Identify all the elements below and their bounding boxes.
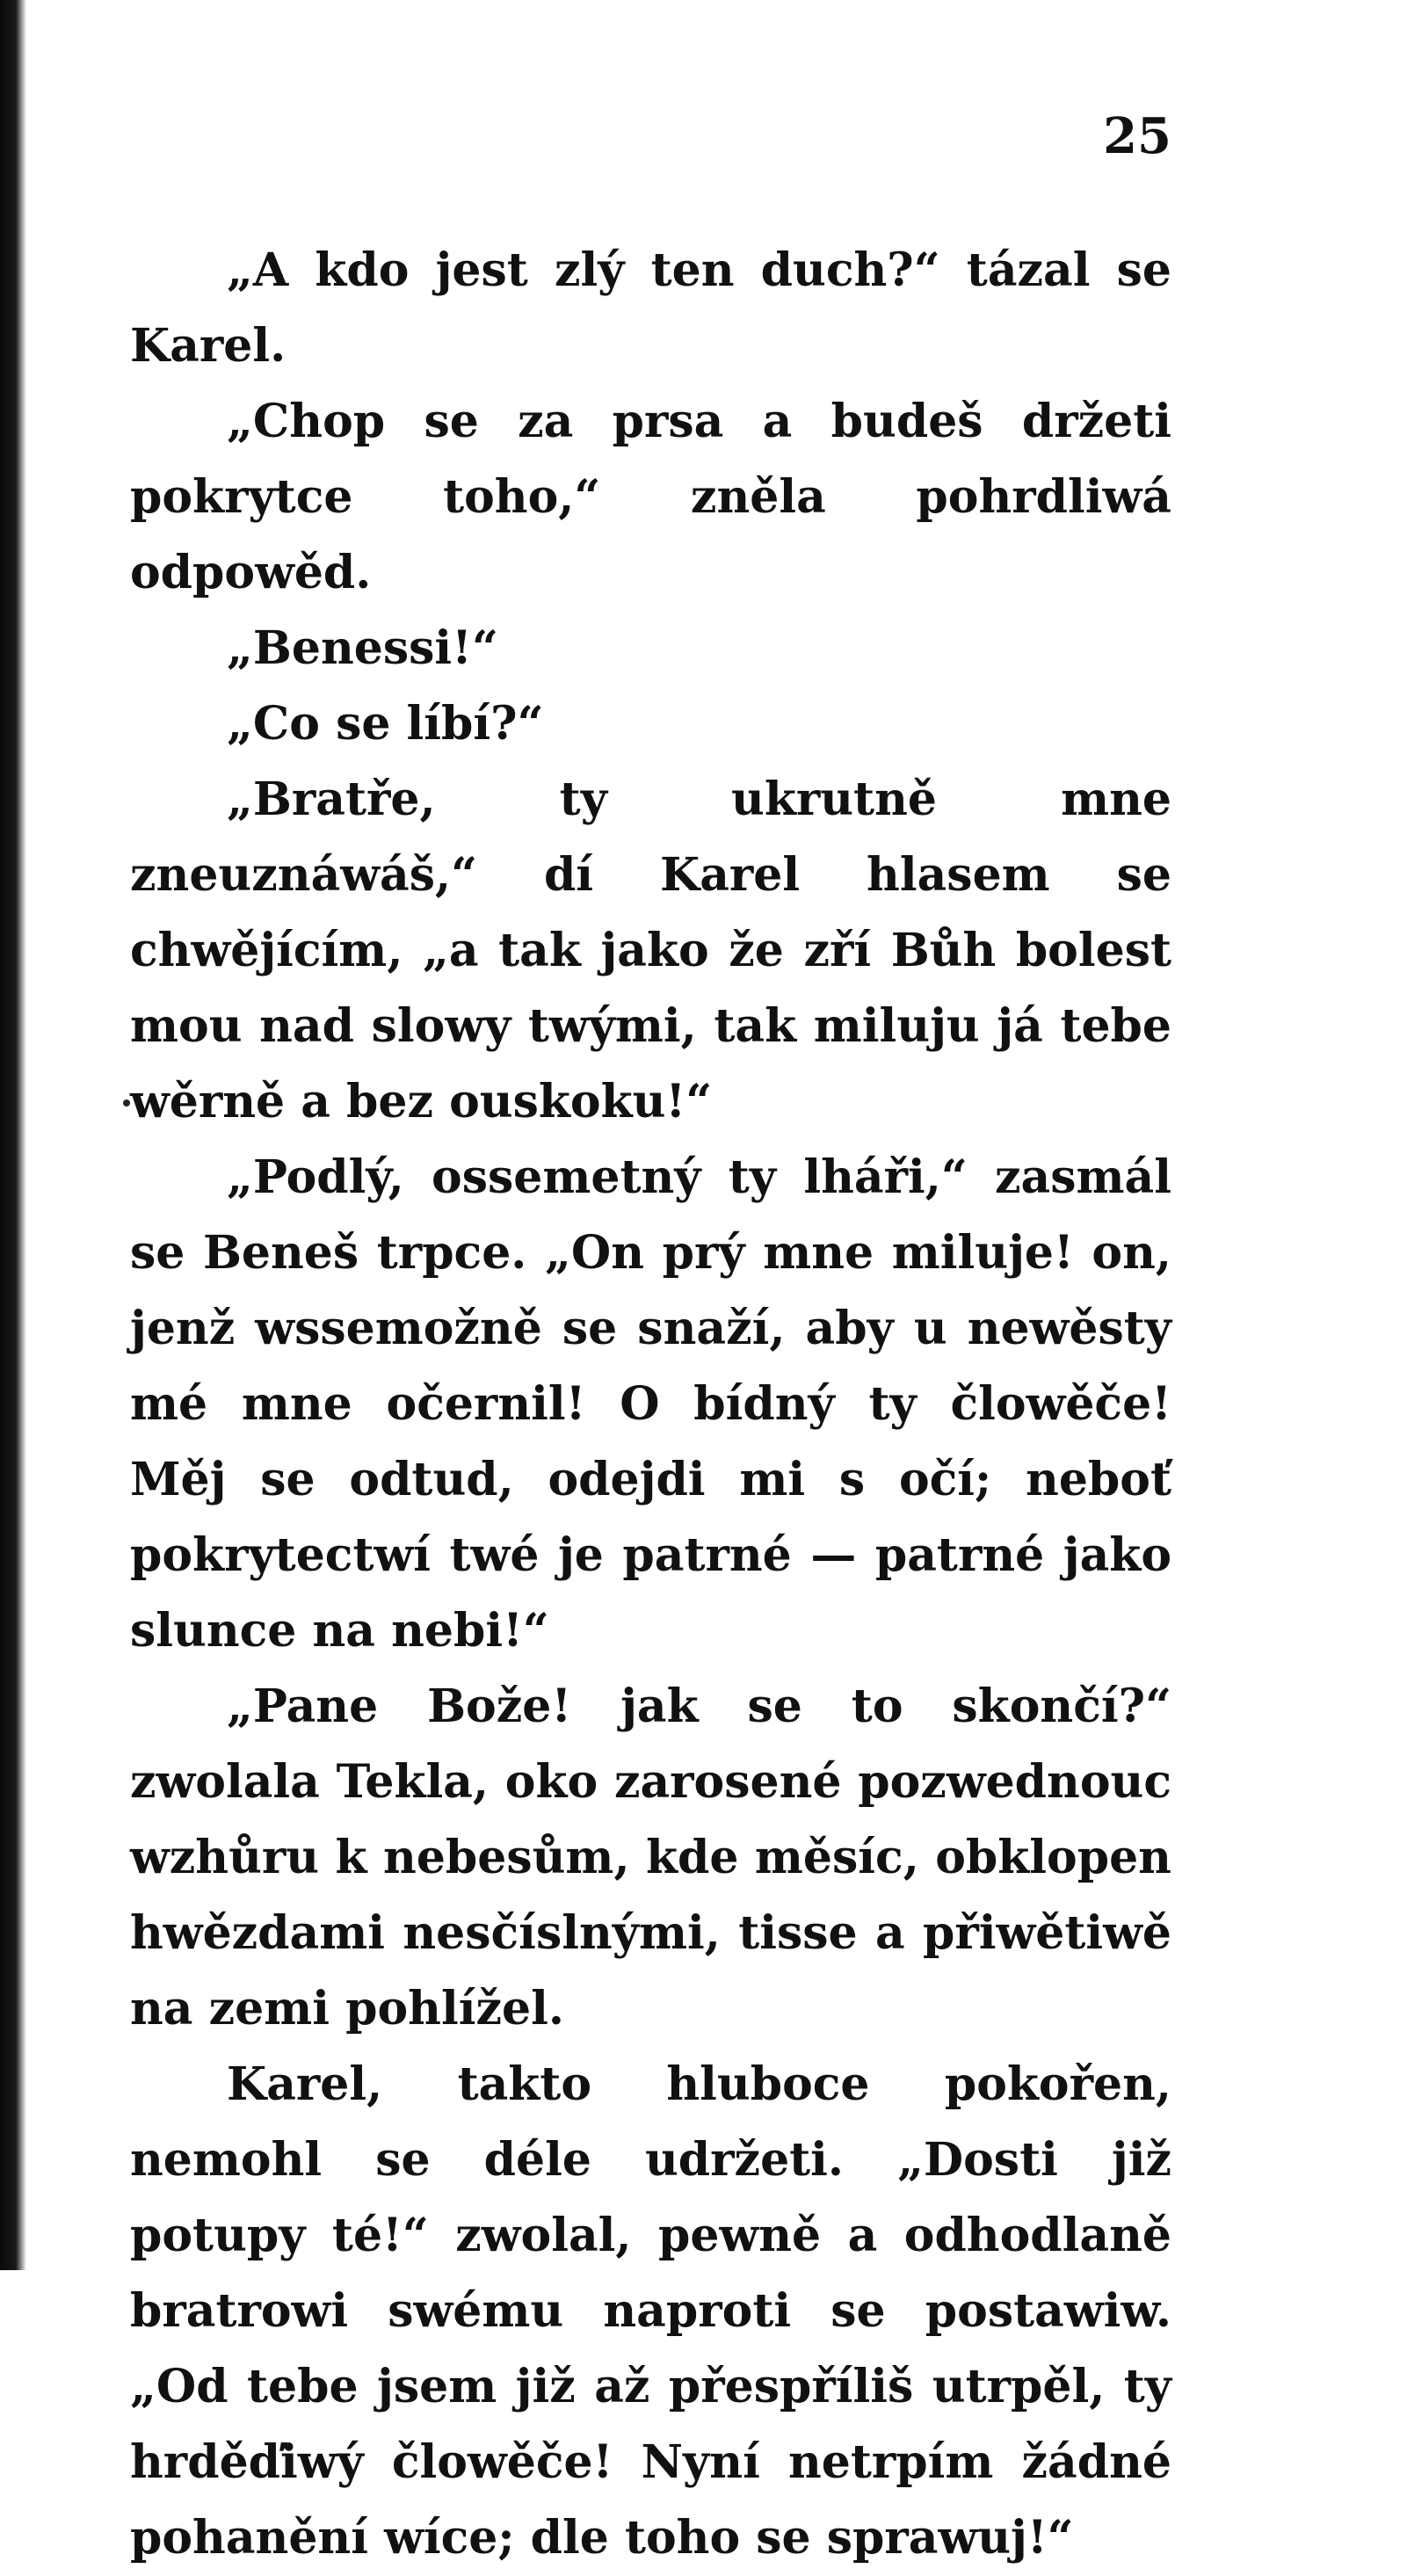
paragraph-4: „Co se líbí?“	[227, 697, 544, 751]
scan-binding-edge	[0, 0, 26, 2270]
paragraph-3: „Benessi!“	[227, 621, 498, 675]
page-number: 25	[1103, 107, 1171, 165]
paragraph-5: „Bratře, ty ukrutně mne zneuznáwáš,“ dí Karel hlasem se chwějícím, „a tak jako že zří Bůh bolest mou nad slowy twými, tak miluju já tebe wěrně a bez ouskoku!“	[130, 773, 1171, 1128]
paragraph-1: „A kdo jest zlý ten duch?“ tázal se Karel.	[130, 243, 1171, 373]
stray-ink-dot	[123, 1099, 130, 1107]
paragraph-2: „Chop se za prsa a budeš držeti pokrytce toho,“ zněla pohrdliwá odpowěd.	[130, 395, 1171, 599]
body-text	[130, 233, 1171, 2576]
paragraph-6: „Podlý, ossemetný ty lháři,“ zasmál se Beneš trpce. „On prý mne miluje! on, jenž wssemožně se snaží, aby u newěsty mé mne očernil! O bídný ty člowěče! Měj se odtud, odejdi mi s očí; neboť pokrytectwí twé je patrné — patrné jako slunce na nebi!“	[130, 1150, 1171, 1658]
paragraph-8: Karel, takto hluboce pokořen, nemohl se déle udržeti. „Dosti již potupy té!“ zwolal, pewně a odhodlaně bratrowi swému naproti se postawiw. „Od tebe jsem již až přespříliš utrpěl, ty hrděďiwý člowěče! Nyní netrpím žádné pohanění wíce; dle toho se sprawuj!“	[130, 2057, 1171, 2565]
paragraph-7: „Pane Bože! jak se to skončí?“ zwolala Tekla, oko zarosené pozwednouc wzhůru k nebesům, kde měsíc, obklopen hwězdami nesčíslnými, tisse a přiwětiwě na zemi pohlížel.	[130, 1680, 1171, 2035]
